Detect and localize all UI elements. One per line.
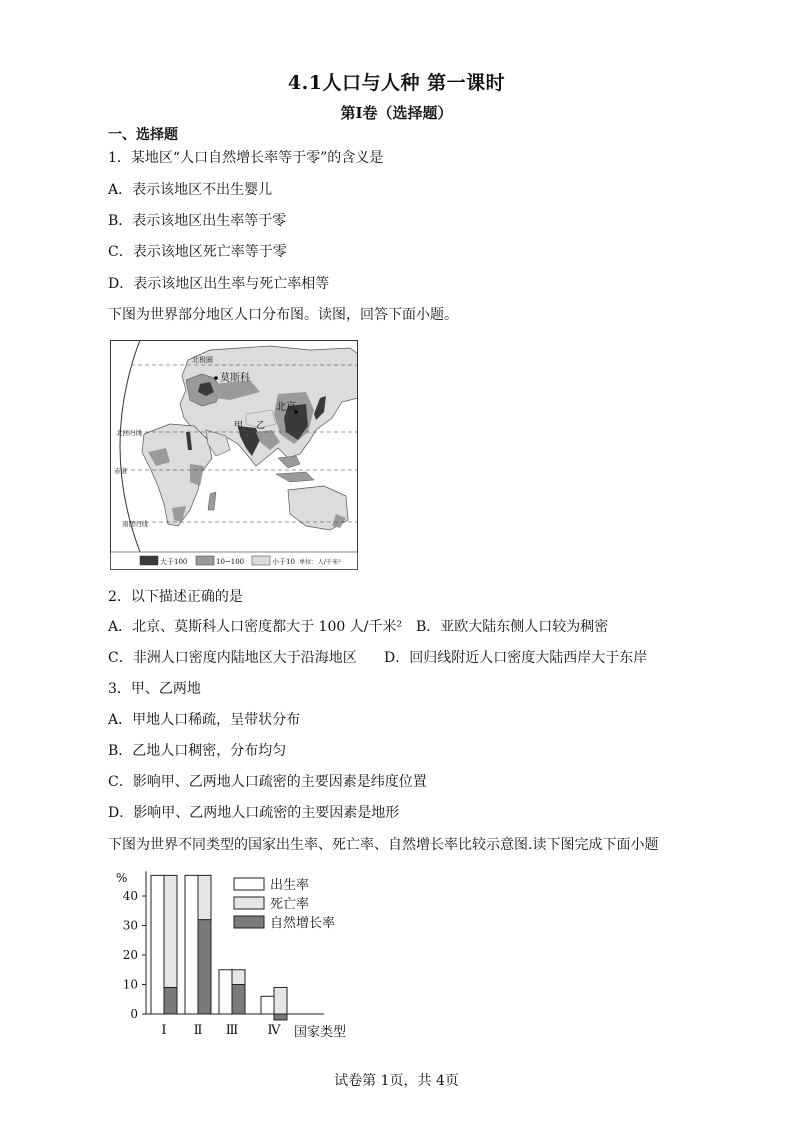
birth-rate-bar — [151, 875, 164, 1014]
y-tick-label: 20 — [122, 948, 138, 962]
birth-rate-bar — [261, 996, 274, 1014]
y-tick-label: 0 — [130, 1007, 138, 1021]
q3-option-d: D．影响甲、乙两地人口疏密的主要因素是地形 — [108, 805, 400, 821]
legend-swatch-high — [140, 556, 158, 565]
legend-swatch — [234, 878, 264, 890]
q1-stem: 1．某地区“人口自然增长率等于零”的含义是 — [108, 150, 384, 166]
y-tick-label: 30 — [122, 918, 138, 933]
birth-rate-bar — [219, 970, 232, 1014]
map-label-equator: 赤道 — [114, 467, 127, 475]
map-label-beijing: 北京 — [276, 402, 296, 413]
category-label: Ⅳ — [267, 1023, 281, 1038]
map-label-tropic-n: 北回归线 — [116, 429, 142, 437]
chart-ylabel: % — [116, 871, 128, 885]
rate-chart-svg — [112, 866, 382, 1046]
y-tick-label: 10 — [122, 977, 138, 992]
natural-growth-bar — [274, 1014, 287, 1020]
legend-label-low: 小于10 — [272, 558, 295, 566]
page-title: 4.1人口与人种 第一课时 — [287, 72, 506, 94]
death-rate-bar — [164, 875, 177, 987]
category-label: Ⅱ — [193, 1023, 203, 1038]
legend-swatch-mid — [196, 556, 214, 565]
category-label: Ⅲ — [225, 1023, 239, 1038]
natural-growth-bar — [232, 985, 245, 1015]
natural-growth-bar — [198, 920, 211, 1014]
legend-label: 死亡率 — [270, 897, 310, 912]
map-label-jia: 甲 — [234, 421, 244, 431]
legend-label: 自然增长率 — [270, 916, 336, 931]
moscow-dot — [214, 376, 218, 380]
death-rate-bar — [198, 875, 211, 919]
birth-rate-bar — [185, 875, 198, 1014]
map-label-arctic: 北极圈 — [192, 356, 213, 364]
legend-swatch — [234, 916, 264, 928]
q2-options-row1 — [108, 617, 608, 637]
page-footer: 试卷第 1页，共 4页 — [334, 1073, 459, 1089]
q2-stem: 2．以下描述正确的是 — [108, 589, 243, 605]
death-rate-bar — [274, 987, 287, 1014]
death-rate-bar — [232, 970, 245, 985]
legend-swatch — [234, 897, 264, 909]
volume-title: 第I卷（选择题） — [340, 104, 453, 122]
map-label-moscow: 莫斯科 — [220, 373, 250, 384]
legend-swatch-low — [252, 556, 270, 565]
q3-option-b: B．乙地人口稠密，分布均匀 — [108, 743, 287, 759]
legend-label-high: 大于100 — [160, 558, 188, 566]
chart-intro: 下图为世界不同类型的国家出生率、死亡率、自然增长率比较示意图.读下图完成下面小题 — [108, 837, 659, 853]
y-tick-label: 40 — [122, 889, 138, 903]
q2-options-row2 — [108, 648, 647, 668]
q2-option-c: C．非洲人口密度内陆地区大于沿海地区 — [108, 650, 357, 666]
q3-option-c: C．影响甲、乙两地人口疏密的主要因素是纬度位置 — [108, 774, 427, 790]
q1-option-d: D．表示该地区出生率与死亡率相等 — [108, 276, 330, 292]
population-map-svg — [110, 340, 358, 570]
q2-option-b: B．亚欧大陆东侧人口较为稠密 — [416, 619, 609, 635]
map-label-yi: 乙 — [256, 421, 266, 431]
q2-option-a: A．北京、莫斯科人口密度都大于 100 人/千米² — [108, 619, 403, 635]
q1-option-b: B．表示该地区出生率等于零 — [108, 213, 287, 229]
natural-growth-bar — [164, 987, 177, 1014]
q3-stem: 3．甲、乙两地 — [108, 681, 201, 697]
category-label: Ⅰ — [161, 1023, 167, 1038]
q3-option-a: A．甲地人口稀疏，呈带状分布 — [108, 712, 301, 728]
q1-option-a: A．表示该地区不出生婴儿 — [108, 182, 273, 198]
legend-unit: 单位：人/千米² — [299, 559, 341, 566]
rate-chart — [112, 866, 382, 1046]
chart-xlabel: 国家类型 — [294, 1025, 347, 1040]
section-heading: 一、选择题 — [108, 127, 178, 143]
q1-option-c: C．表示该地区死亡率等于零 — [108, 244, 287, 260]
q2-option-d: D．回归线附近人口密度大陆西岸大于东岸 — [384, 650, 648, 666]
map-intro: 下图为世界部分地区人口分布图。读图，回答下面小题。 — [108, 307, 458, 323]
map-label-tropic-s: 南回归线 — [122, 520, 148, 528]
legend-label: 出生率 — [270, 878, 310, 893]
population-map — [110, 340, 358, 570]
legend-label-mid: 10~100 — [216, 558, 245, 566]
